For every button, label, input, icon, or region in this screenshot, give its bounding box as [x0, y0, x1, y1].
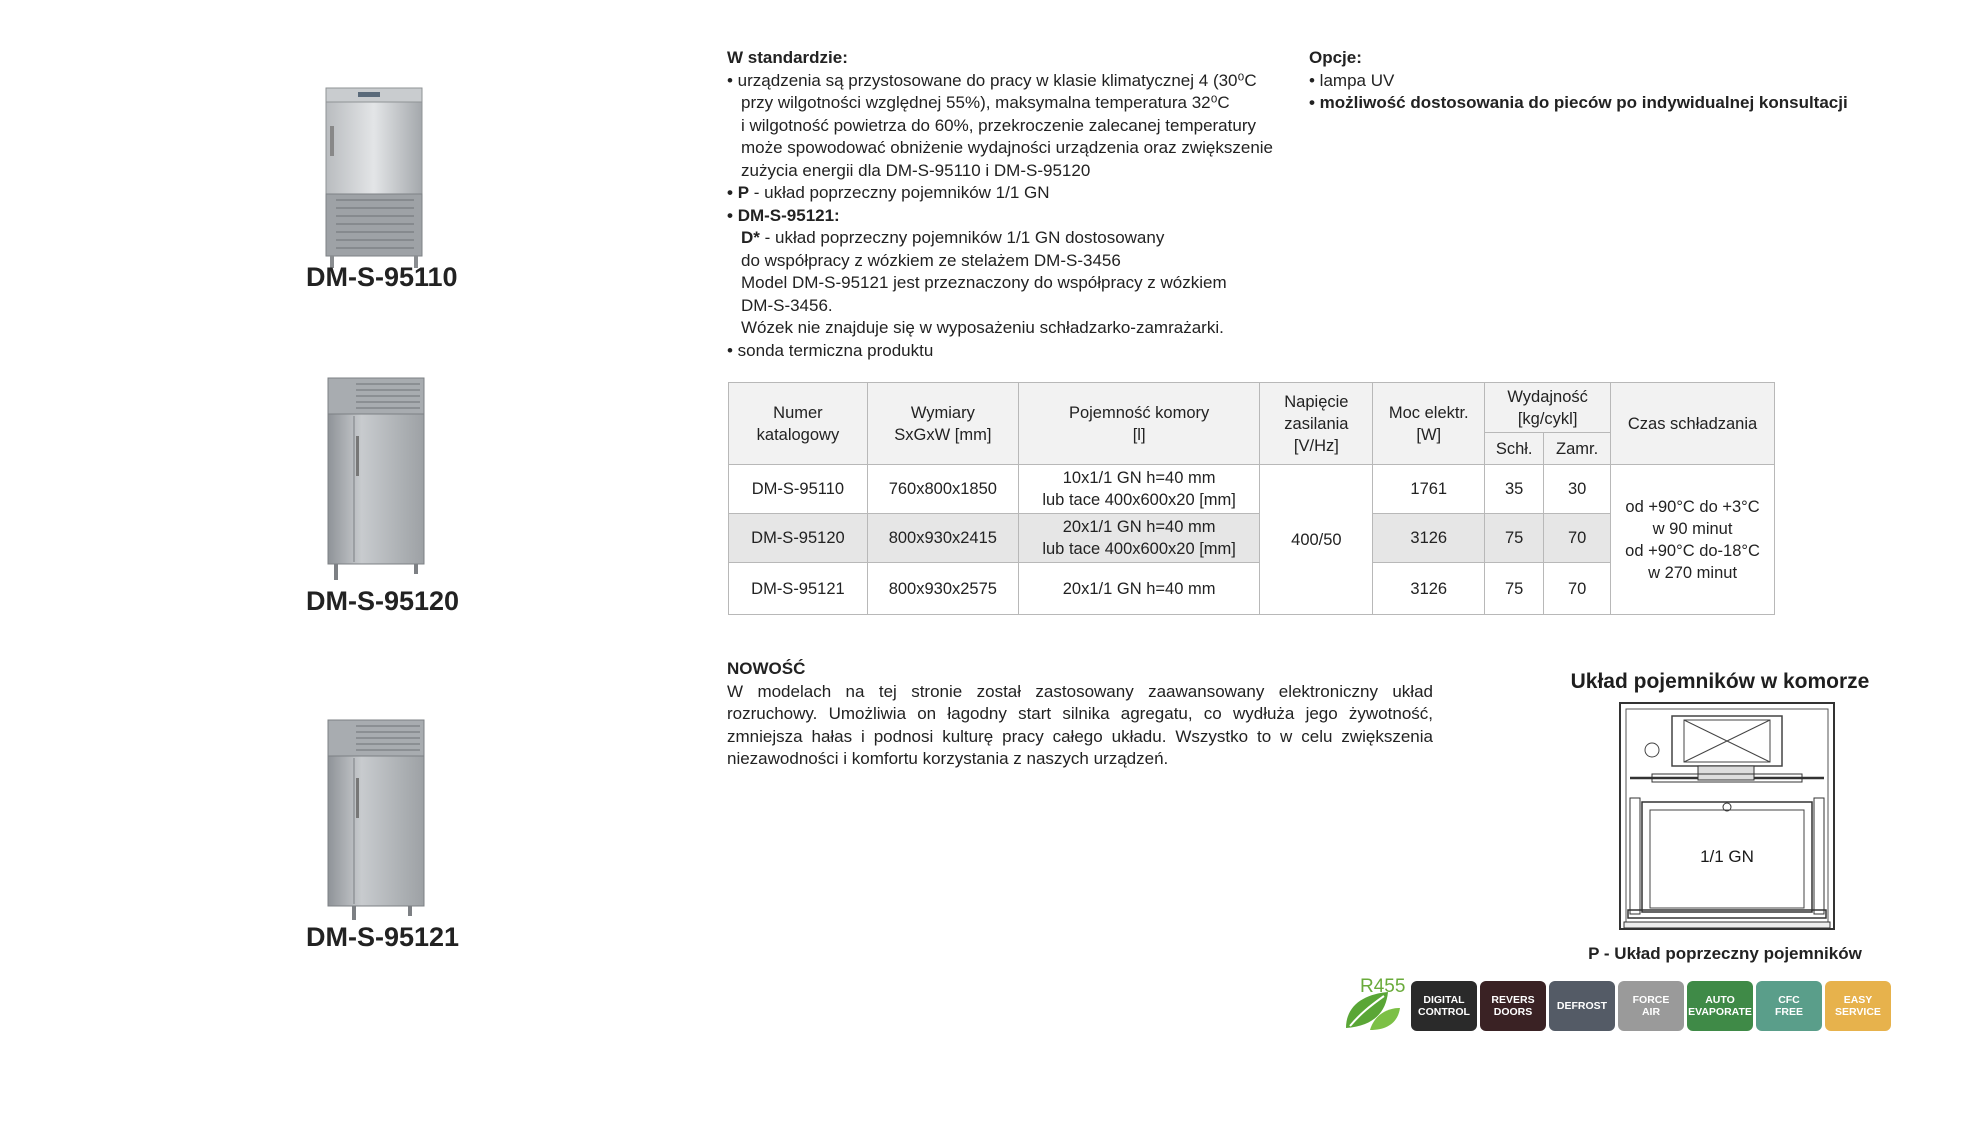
news-text: W modelach na tej stronie został zastosowany zaawansowany elektroniczny układ rozruchowy. Umożliwia on łagodny start silnika agregatu, co wydłuża jego żywotność, zmniejsza hałas i podnosi kulturę pracy całego układu. Wszystko to w celu zwiększenia niezawodności i komfortu korzystania z naszych urządzeń. [727, 681, 1433, 768]
gn-label: 1/1 GN [1700, 847, 1754, 866]
cell-cool: 35 [1485, 465, 1544, 514]
standard-item-text: - układ poprzeczny pojemników 1/1 GN [749, 183, 1050, 202]
header-line: Wymiary [910, 403, 975, 422]
standard-section [727, 47, 1287, 362]
standard-item: • sonda termiczna produktu [727, 340, 934, 360]
header-output-cool: Schł. [1485, 433, 1544, 465]
standard-item [727, 182, 1287, 205]
model-name: DM-S-95110 [306, 262, 458, 292]
capacity-line: 10x1/1 GN h=40 mm [1062, 469, 1216, 487]
cell-freeze: 70 [1544, 514, 1611, 563]
cell-cool: 75 [1485, 514, 1544, 563]
capacity-line: lub tace 400x600x20 [mm] [1042, 491, 1236, 509]
layout-caption: P - Układ poprzeczny pojemników [1588, 944, 1862, 963]
container-layout-diagram [1612, 700, 1842, 945]
model-name: DM-S-95121 [306, 922, 460, 952]
cell-capacity: 20x1/1 GN h=40 mm [1018, 563, 1260, 615]
cell-dims: 760x800x1850 [867, 465, 1018, 514]
news-heading: NOWOŚĆ [727, 659, 806, 678]
header-capacity [1018, 383, 1260, 465]
standard-item-line: Model DM-S-95121 jest przeznaczony do współpracy z wózkiem [741, 273, 1227, 292]
cell-freeze: 30 [1544, 465, 1611, 514]
header-line: Napięcie [1284, 392, 1349, 411]
bullet: • [727, 205, 738, 225]
badge-force-air: FORCE AIR [1618, 981, 1684, 1031]
header-output-freeze: Zamr. [1544, 433, 1611, 465]
time-line: w 90 minut [1652, 519, 1733, 538]
badge-cfc-free: CFC FREE [1756, 981, 1822, 1031]
standard-item-key: D* [741, 228, 760, 247]
table-row [729, 465, 1775, 514]
header-line: [kg/cykl] [1517, 409, 1578, 428]
cell-power: 3126 [1373, 514, 1485, 563]
standard-item-line: i wilgotność powietrza do 60%, przekroczenie zalecanej temperatury [741, 115, 1256, 135]
time-line: w 270 minut [1648, 563, 1738, 582]
cell-catalog: DM-S-95110 [729, 465, 868, 514]
cell-voltage: 400/50 [1260, 465, 1373, 615]
option-item: • lampa UV [1309, 70, 1395, 90]
header-line: Wydajność [1507, 387, 1588, 406]
standard-item-key: P [737, 183, 750, 202]
standard-item-key: DM-S-95121: [737, 205, 840, 225]
cell-time [1611, 465, 1775, 615]
product-image-dm-s-95120 [322, 376, 522, 584]
cell-catalog: DM-S-95121 [729, 563, 868, 615]
standard-heading: W standardzie: [727, 48, 848, 67]
standard-item-line: Wózek nie znajduje się w wyposażeniu schładzarko-zamrażarki. [741, 318, 1224, 337]
cell-capacity [1018, 465, 1260, 514]
header-line: [V/Hz] [1293, 436, 1339, 455]
cell-catalog: DM-S-95120 [729, 514, 868, 563]
bullet: • [727, 183, 738, 202]
header-line: [W] [1416, 425, 1442, 444]
header-line: SxGxW [mm] [894, 425, 992, 444]
options-section [1309, 47, 1869, 115]
capacity-line: 20x1/1 GN h=40 mm [1062, 518, 1216, 536]
standard-item-line: przy wilgotności względnej 55%), maksymalna temperatura 32⁰C [741, 93, 1230, 112]
layout-title: Układ pojemników w komorze [1570, 670, 1870, 693]
header-line: zasilania [1284, 414, 1349, 433]
badge-digital-control: DIGITAL CONTROL [1411, 981, 1477, 1031]
badge-defrost: DEFROST [1549, 981, 1615, 1031]
cell-freeze: 70 [1544, 563, 1611, 615]
product-image-dm-s-95110 [318, 86, 518, 270]
capacity-line: lub tace 400x600x20 [mm] [1042, 540, 1236, 558]
standard-item-line: DM-S-3456. [741, 295, 833, 315]
standard-item [727, 205, 1287, 228]
news-section [727, 658, 1433, 771]
standard-item-line: do współpracy z wózkiem ze stelażem DM-S-3456 [741, 250, 1121, 270]
time-line: od +90°C do-18°C [1625, 541, 1760, 560]
cell-power: 3126 [1373, 563, 1485, 615]
header-dims [867, 383, 1018, 465]
standard-item-line: zużycia energii dla DM-S-95110 i DM-S-95120 [741, 160, 1091, 180]
header-power [1373, 383, 1485, 465]
standard-item-line [727, 227, 1287, 250]
header-output [1485, 383, 1611, 433]
product-image-dm-s-95121 [322, 718, 522, 924]
badge-revers-doors: REVERS DOORS [1480, 981, 1546, 1031]
standard-item: • urządzenia są przystosowane do pracy w klasie klimatycznej 4 (30⁰C [727, 70, 1257, 90]
option-item: • możliwość dostosowania do pieców po indywidualnej konsultacji [1309, 93, 1848, 112]
header-line: Numer [773, 403, 823, 422]
spec-table [728, 382, 1775, 615]
options-heading: Opcje: [1309, 48, 1362, 67]
cell-cool: 75 [1485, 563, 1544, 615]
header-voltage [1260, 383, 1373, 465]
header-line: Pojemność komory [1068, 403, 1210, 422]
header-time: Czas schładzania [1611, 383, 1775, 465]
cell-capacity [1018, 514, 1260, 563]
standard-item-text: - układ poprzeczny pojemników 1/1 GN dostosowany [759, 228, 1165, 247]
header-line: Moc elektr. [1388, 403, 1469, 422]
feature-badges [1340, 976, 1891, 1032]
time-line: od +90°C do +3°C [1625, 497, 1760, 516]
model-name: DM-S-95120 [306, 586, 460, 616]
badge-auto-evaporate: AUTO EVAPORATE [1687, 981, 1753, 1031]
badge-easy-service: EASY SERVICE [1825, 981, 1891, 1031]
r455-leaf-icon [1340, 976, 1408, 1032]
cell-dims: 800x930x2575 [867, 563, 1018, 615]
header-line: katalogowy [756, 425, 840, 444]
header-catalog [729, 383, 868, 465]
cell-dims: 800x930x2415 [867, 514, 1018, 563]
refrigerant-label: R455 [1360, 976, 1406, 997]
cell-power: 1761 [1373, 465, 1485, 514]
header-line: [l] [1132, 425, 1146, 444]
standard-item-line: może spowodować obniżenie wydajności urządzenia oraz zwiększenie [741, 138, 1274, 157]
